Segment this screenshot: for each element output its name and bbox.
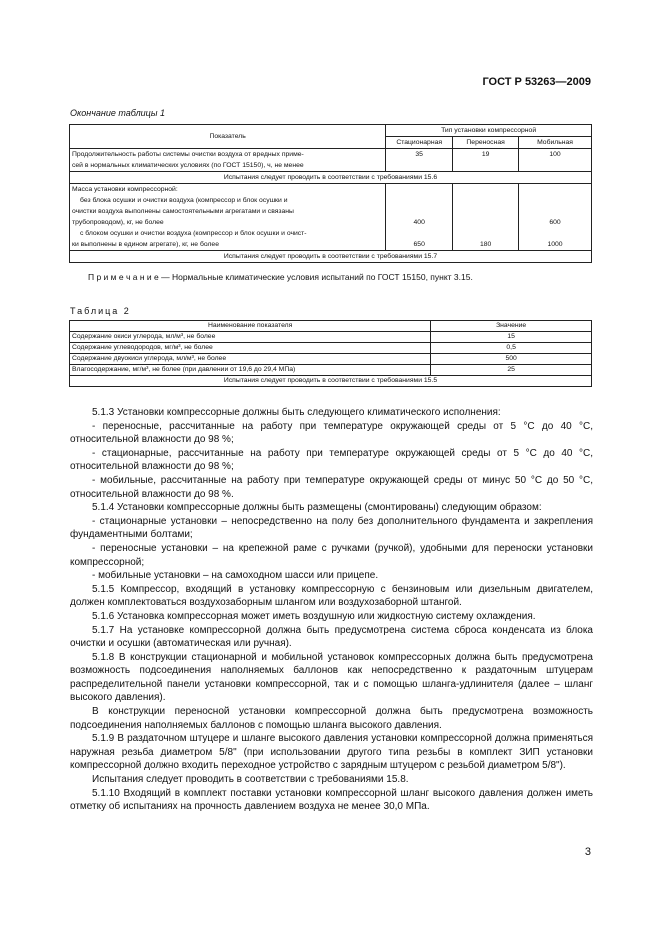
t1-row2a-mobile: 600: [549, 219, 561, 226]
paragraph-stationary-mount: - стационарные установки – непосредственно на полу без дополнительного фундамента и закрепления фундаментными болтами;: [70, 515, 593, 541]
table-1: [69, 124, 592, 263]
t1-row2-label-line5: с блоком осушки и очистки воздуха (компрессор и блок осушки и очист-: [80, 230, 307, 237]
t1-row1-portable: 19: [453, 149, 519, 172]
paragraph-5-1-9: 5.1.9 В раздаточном штуцере и шланге высокого давления установки компрессорной должна применяться наружная резьба диаметром 5/8" (при использовании другого типа резьбы в комплект ЗИП установки компрессорной должно входить переходное устройство с зарядным штуцером с резьбой диаметром 5/8").: [70, 733, 593, 772]
t1-row2-stationary: [386, 184, 453, 251]
table1-footnote: П р и м е ч а н и е — Нормальные климатические условия испытаний по ГОСТ 15150, пункт 3.15.: [88, 272, 473, 282]
table-row: [70, 332, 592, 343]
t2-row4-value: 25: [431, 365, 592, 376]
t1-row2-label: [70, 184, 386, 251]
t1-row2-label-line3: очистки воздуха выполнены самостоятельными агрегатами и связаны: [72, 208, 294, 215]
t1-row1-label-line1: Продолжительность работы системы очистки воздуха от вредных приме-: [72, 151, 304, 158]
t1-row2b-stationary: 650: [413, 241, 425, 248]
table-2: [69, 320, 592, 387]
paragraph-5-1-7: 5.1.7 На установке компрессорной должна быть предусмотрена система сброса конденсата из блока очистки и осушки (автоматическая или ручная).: [70, 624, 593, 650]
t1-row2-label-line2: без блока осушки и очистки воздуха (компрессор и блок осушки и: [80, 197, 288, 204]
t1-header-portable: Переносная: [453, 137, 519, 149]
t2-header-name: Наименование показателя: [70, 321, 431, 332]
t1-row2-note: Испытания следует проводить в соответствии с требованиями 15.7: [70, 251, 592, 263]
paragraph-stationary-climate: - стационарные, рассчитанные на работу при температуре окружающей среды от 5 °С до 40 °С, относительной влажности до 98 %;: [70, 447, 593, 473]
t1-header-stationary: Стационарная: [386, 137, 453, 149]
document-number: ГОСТ Р 53263—2009: [482, 76, 591, 88]
t1-row1-label: [70, 149, 386, 172]
table2-caption: Таблица 2: [70, 306, 131, 316]
t1-row2a-stationary: 400: [413, 219, 425, 226]
table-row: [70, 365, 592, 376]
table-row: [70, 354, 592, 365]
t1-row2-label-line6: ки выполнены в едином агрегате), кг, не более: [72, 241, 219, 248]
t2-note: Испытания следует проводить в соответствии с требованиями 15.5: [70, 376, 592, 387]
paragraph-5-1-8-portable: В конструкции переносной установки компрессорной должна быть предусмотрена возможность подсоединения наполняемых баллонов с помощью шланга высокого давления.: [70, 706, 593, 731]
t1-row2-label-line1: Масса установки компрессорной:: [72, 186, 178, 193]
paragraph-5-1-9-tests: Испытания следует проводить в соответствии с требованиями 15.8.: [92, 774, 409, 786]
t2-row1-name: Содержание окиси углерода, мл/м³, не более: [70, 332, 431, 343]
t2-row3-name: Содержание двуокиси углерода, мл/м³, не более: [70, 354, 431, 365]
t1-row1-mobile: 100: [519, 149, 592, 172]
paragraph-portable-climate: - переносные, рассчитанные на работу при температуре окружающей среды от 5 °С до 40 °С, относительной влажности до 98 %;: [70, 420, 593, 446]
paragraph-5-1-4: 5.1.4 Установки компрессорные должны быть размещены (смонтированы) следующим образом:: [92, 502, 542, 514]
table-row: [70, 343, 592, 354]
paragraph-5-1-5: 5.1.5 Компрессор, входящий в установку компрессорную с бензиновым или дизельным двигателем, должен комплектоваться воздухозаборным шлангом или воздухозаборной штангой.: [70, 583, 593, 609]
body-text: [70, 406, 593, 814]
table1-continuation-caption: Окончание таблицы 1: [70, 108, 165, 118]
t1-header-indicator: Показатель: [70, 125, 386, 149]
t1-row2a-portable: [455, 217, 516, 228]
t1-row1-label-line2: сей в нормальных климатических условиях (по ГОСТ 15150), ч, не менее: [72, 162, 304, 169]
t1-row1-stationary: 35: [386, 149, 453, 172]
paragraph-5-1-6: 5.1.6 Установка компрессорная может иметь воздушную или жидкостную систему охлаждения.: [92, 610, 536, 622]
page-number: 3: [584, 846, 591, 858]
t1-row1-note: Испытания следует проводить в соответствии с требованиями 15.6: [70, 172, 592, 184]
t1-row2-portable: [453, 184, 519, 251]
t1-row2-mobile: [519, 184, 592, 251]
t2-row2-name: Содержание углеводородов, мг/м³, не более: [70, 343, 431, 354]
t1-header-mobile: Мобильная: [519, 137, 592, 149]
paragraph-5-1-8: 5.1.8 В конструкции стационарной и мобильной установок компрессорных должна быть предусмотрена возможность подсоединения наполняемых баллонов как непосредственно к раздаточным штуцерам распределительной панели установки компрессорной, так и с помощью шланга-удлинителя (далее – шланг высокого давления).: [70, 651, 593, 704]
t2-row3-value: 500: [431, 354, 592, 365]
t1-row2-label-line4: трубопроводом), кг, не более: [72, 219, 164, 226]
t1-row2b-portable: 180: [479, 241, 492, 248]
paragraph-mobile-climate: - мобильные, рассчитанные на работу при температуре окружающей среды от минус 50 °С до 50 °С, относительной влажности до 98 %.: [70, 474, 593, 500]
paragraph-5-1-10: 5.1.10 Входящий в комплект поставки установки компрессорной шланг высокого давления должен иметь отметку об испытаниях на прочность давлением воздуха не менее 30,0 МПа.: [70, 787, 593, 813]
t2-header-value: Значение: [431, 321, 592, 332]
t1-row2b-mobile: 1000: [547, 241, 563, 248]
paragraph-portable-mount: - переносные установки – на крепежной раме с ручками (ручкой), удобными для переноски установки компрессорной;: [70, 542, 593, 568]
t1-header-type: Тип установки компрессорной: [386, 125, 592, 137]
t2-row1-value: 15: [431, 332, 592, 343]
paragraph-5-1-3: 5.1.3 Установки компрессорные должны быть следующего климатического исполнения:: [92, 407, 501, 418]
paragraph-mobile-mount: - мобильные установки – на самоходном шасси или прицепе.: [92, 570, 379, 582]
t2-row2-value: 0,5: [431, 343, 592, 354]
t2-row4-name: Влагосодержание, мг/м³, не более (при давлении от 19,6 до 29,4 МПа): [70, 365, 431, 376]
